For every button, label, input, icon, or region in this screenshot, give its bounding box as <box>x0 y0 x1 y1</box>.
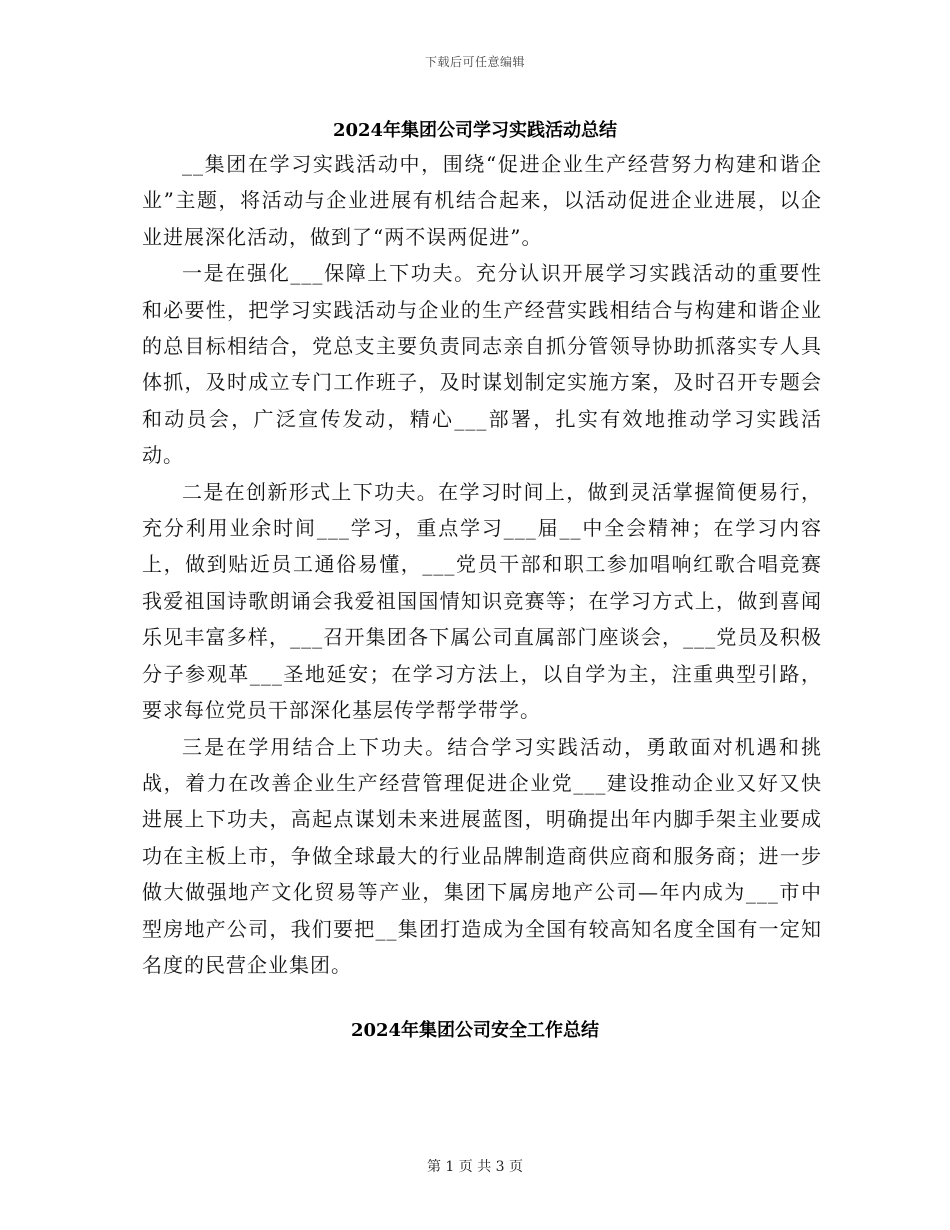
document-title: 2024年集团公司学习实践活动总结 <box>332 120 618 141</box>
next-document-title: 2024年集团公司安全工作总结 <box>350 1020 600 1041</box>
paragraph-intro: __集团在学习实践活动中，围绕“促进企业生产经营努力构建和谐企业”主题，将活动与企业进展有机结合起来，以活动促进企业进展，以企业进展深化活动，做到了“两不误两促进”。 <box>142 152 822 249</box>
paragraph-point-2: 二是在创新形式上下功夫。在学习时间上，做到灵活掌握简便易行，充分利用业余时间___学习，重点学习___届__中全会精神；在学习内容上，做到贴近员工通俗易懂，___党员干部和职工参加唱响红歌合唱竞赛我爱祖国诗歌朗诵会我爱祖国国情知识竞赛等；在学习方式上，做到喜闻乐见丰富多样，___召开集团各下属公司直属部门座谈会，___党员及积极分子参观革___圣地延安；在学习方法上，以自学为主，注重典型引路，要求每位党员干部深化基层传学帮学带学。 <box>142 479 822 723</box>
page-footer: 第 1 页 共 3 页 <box>426 1159 524 1175</box>
paragraph-point-1: 一是在强化___保障上下功夫。充分认识开展学习实践活动的重要性和必要性，把学习实践活动与企业的生产经营实践相结合与构建和谐企业的总目标相结合，党总支主要负责同志亲自抓分管领导协助抓落实专人具体抓，及时成立专门工作班子，及时谋划制定实施方案，及时召开专题会和动员会，广泛宣传发动，精心___部署，扎实有效地推动学习实践活动。 <box>142 261 822 468</box>
header-note: 下载后可任意编辑 <box>424 55 525 69</box>
document-body <box>142 146 822 983</box>
paragraph-point-3: 三是在学用结合上下功夫。结合学习实践活动，勇敢面对机遇和挑战，着力在改善企业生产经营管理促进企业党___建设推动企业又好又快进展上下功夫，高起点谋划未来进展蓝图，明确提出年内脚手架主业要成功在主板上市，争做全球最大的行业品牌制造商供应商和服务商；进一步做大做强地产文化贸易等产业，集团下属房地产公司—年内成为___市中型房地产公司，我们要把__集团打造成为全国有较高知名度全国有一定知名度的民营企业集团。 <box>142 734 822 977</box>
